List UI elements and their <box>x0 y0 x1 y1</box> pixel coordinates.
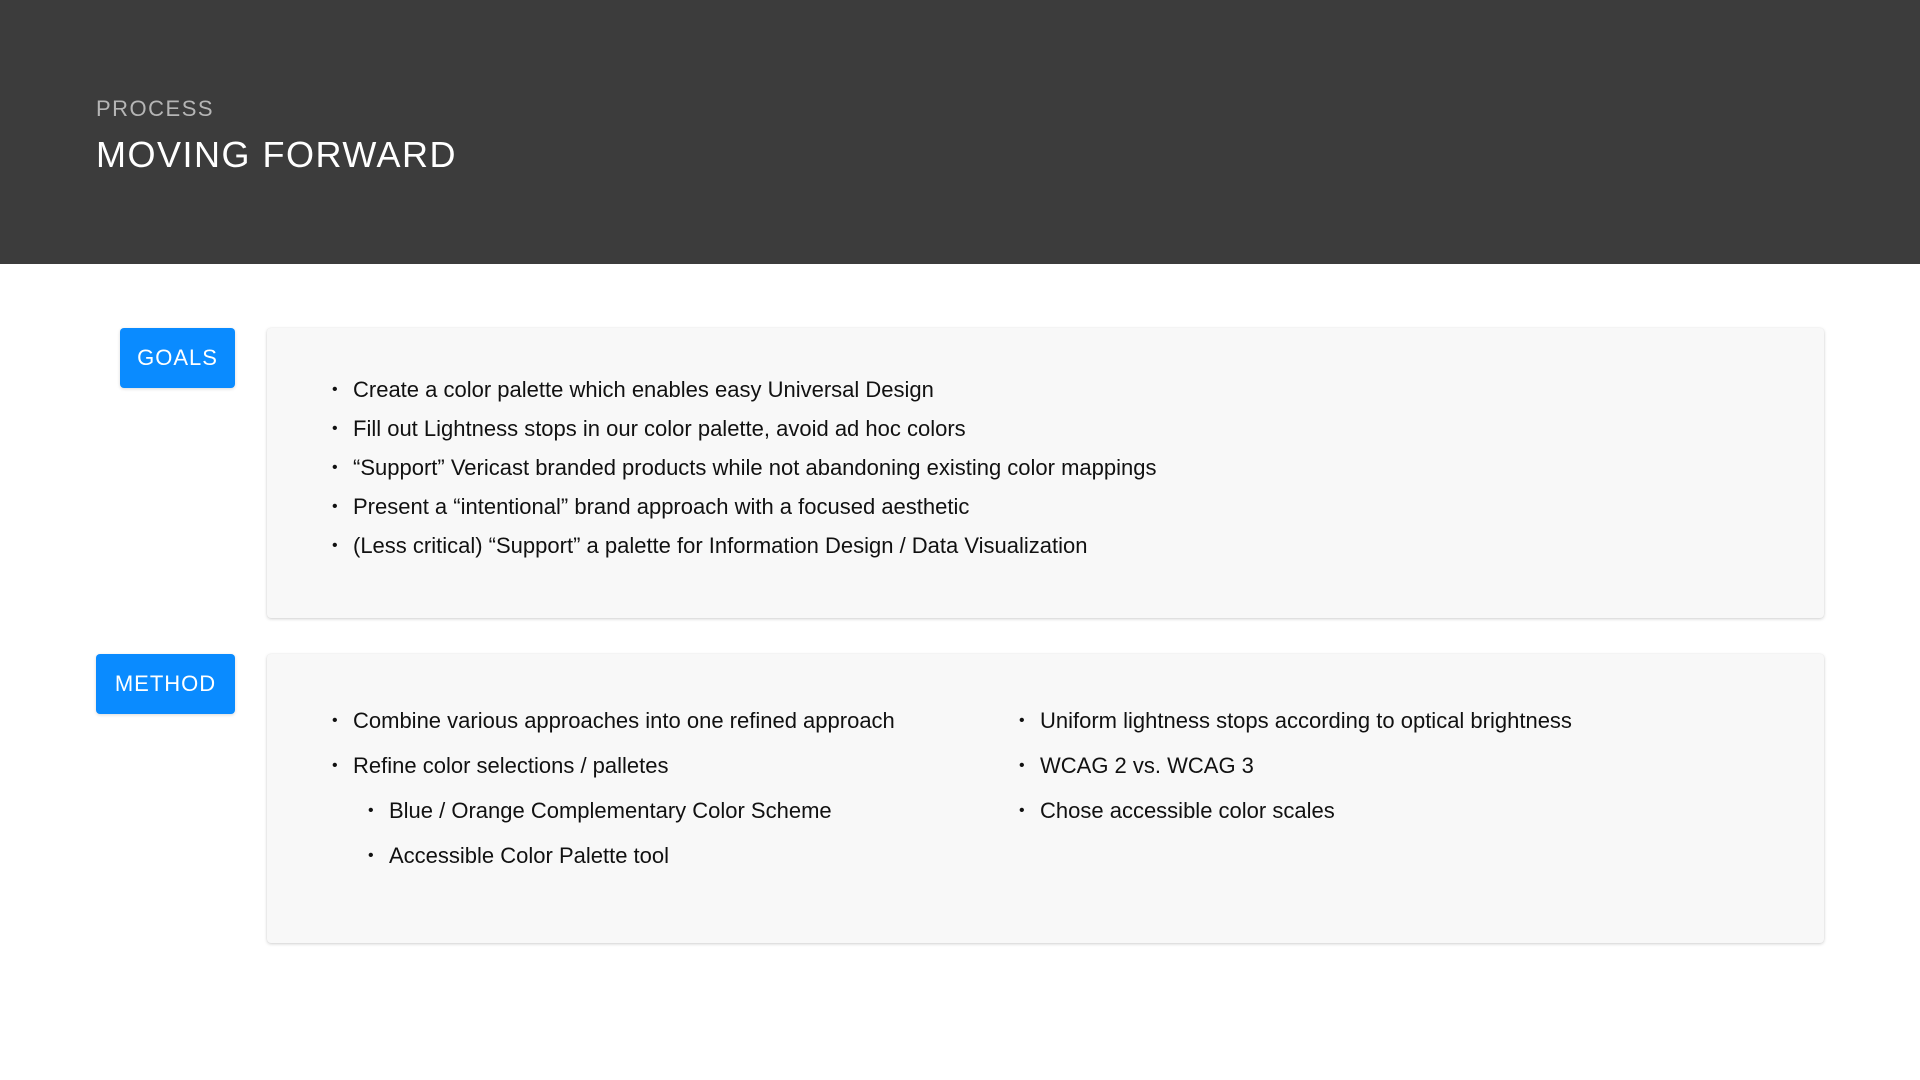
method-card <box>267 654 1824 943</box>
list-item: • Refine color selections / palletes <box>353 743 895 788</box>
method-list-right <box>1040 698 1572 833</box>
list-item: • “Support” Vericast branded products while not abandoning existing color mappings <box>353 448 1156 487</box>
method-tag: METHOD <box>96 654 235 714</box>
list-item: • Present a “intentional” brand approach with a focused aesthetic <box>353 487 1156 526</box>
method-list-left <box>353 698 895 878</box>
sub-list-item: • Accessible Color Palette tool <box>389 833 895 878</box>
list-item: • WCAG 2 vs. WCAG 3 <box>1040 743 1572 788</box>
list-item: • Fill out Lightness stops in our color palette, avoid ad hoc colors <box>353 409 1156 448</box>
goals-list <box>353 370 1156 565</box>
list-item: • (Less critical) “Support” a palette for Information Design / Data Visualization <box>353 526 1156 565</box>
list-item: • Uniform lightness stops according to optical brightness <box>1040 698 1572 743</box>
page-title: MOVING FORWARD <box>96 134 457 175</box>
list-item: • Combine various approaches into one refined approach <box>353 698 895 743</box>
list-item: • Chose accessible color scales <box>1040 788 1572 833</box>
sub-list-item: • Blue / Orange Complementary Color Scheme <box>389 788 895 833</box>
section-eyebrow: PROCESS <box>96 96 215 121</box>
goals-card <box>267 328 1824 618</box>
header-banner <box>0 0 1920 264</box>
goals-tag: GOALS <box>120 328 235 388</box>
list-item: • Create a color palette which enables easy Universal Design <box>353 370 1156 409</box>
